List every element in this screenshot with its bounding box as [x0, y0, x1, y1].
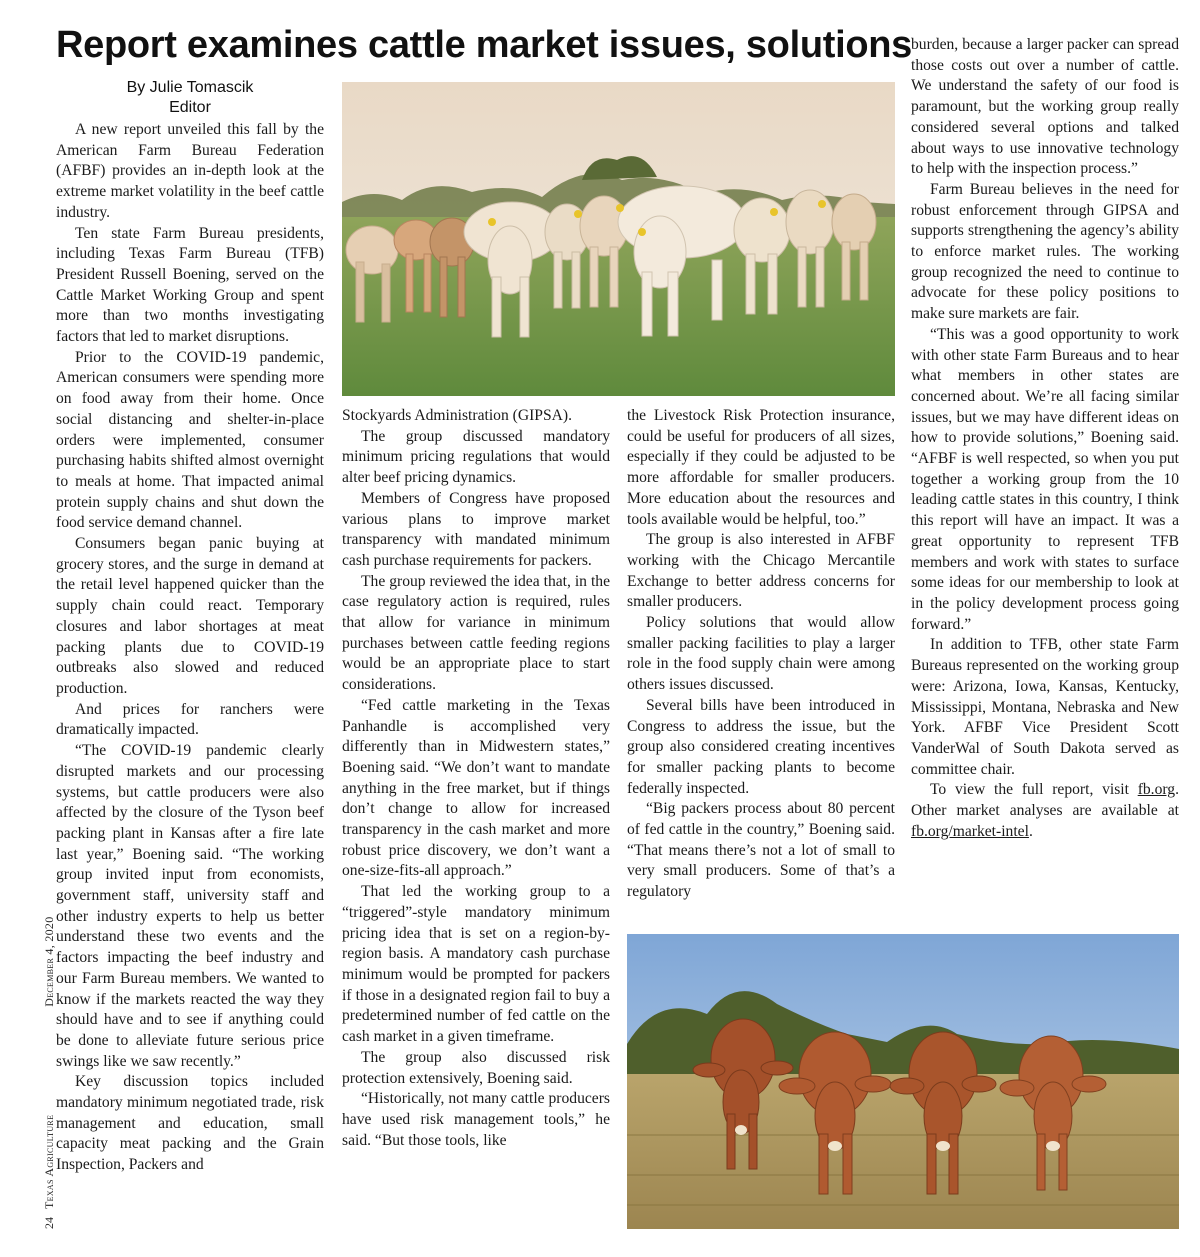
- publication-name: Texas Agriculture: [42, 1114, 56, 1209]
- paragraph: burden, because a larger packer can spread those costs out over a number of cattle. We understand the safety of our food is paramount, but the working group really considered several options and talked about ways to use innovative technology to help with the inspection process.”: [911, 36, 1179, 178]
- photo-brahman-cattle: [627, 934, 1179, 1229]
- paragraph: Consumers began panic buying at grocery stores, and the surge in demand at the retail level happened quicker than the supply chain could react. Temporary closures and labor shortages at meat packing plants due to COVID-19 outbreaks also slowed and reduced production.: [56, 535, 324, 697]
- headline: Report examines cattle market issues, solutions: [56, 24, 913, 66]
- paragraph: In addition to TFB, other state Farm Bureaus represented on the working group were: Arizona, Iowa, Kansas, Kentucky, Mississippi, Montana, Nebraska and New York. AFBF Vice President Scott VanderWal of South Dakota served as committee chair.: [911, 636, 1179, 778]
- paragraph: “Fed cattle marketing in the Texas Panhandle is accomplished very differently than in Midwestern states,” Boening said. “We don’t want to mandate anything in the free market, but if things don’t change to allow for increased transparency in the cash market and more robust price discovery, we don’t want a one-size-fits-all approach.”: [342, 696, 610, 880]
- article-column-4: [911, 35, 1179, 842]
- article-column-3: [627, 406, 895, 903]
- paragraph: “Historically, not many cattle producers have used risk management tools,” he said. “But those tools, like: [342, 1090, 610, 1149]
- paragraph: Stockyards Administration (GIPSA).: [342, 407, 572, 424]
- paragraph: That led the working group to a “triggered”-style mandatory minimum pricing idea that is set on a region-by-region basis. A mandatory cash purchase minimum would be prompted for packers if those in a designated region fail to buy a predetermined number of fed cattle on the cash market in a given timeframe.: [342, 883, 610, 1046]
- closing-text: To view the full report, visit: [930, 781, 1138, 799]
- paragraph: Farm Bureau believes in the need for robust enforcement through GIPSA and supports strengthening the agency’s ability to enforce market rules. The working group recognized the need to continue to advocate for these policy positions to make sure markets are fair.: [911, 180, 1179, 323]
- closing-paragraph: [911, 780, 1179, 842]
- author-title: Editor: [169, 99, 211, 116]
- market-intel-link[interactable]: fb.org/market-intel: [911, 822, 1029, 840]
- issue-date: December 4, 2020: [42, 916, 56, 1007]
- page-folio-text: [42, 916, 57, 1229]
- paragraph: The group also discussed risk protection extensively, Boening said.: [342, 1048, 610, 1087]
- byline: [56, 78, 324, 118]
- photo-brahman-cattle-image: [627, 934, 1179, 1229]
- paragraph: And prices for ranchers were dramatically impacted.: [56, 700, 324, 739]
- closing-text: .: [1028, 822, 1033, 840]
- paragraph: The group discussed mandatory minimum pricing regulations that would alter beef pricing dynamics.: [342, 427, 610, 487]
- paragraph: “This was a good opportunity to work with other state Farm Bureaus and to hear what members in other states are concerned about. We’re all facing similar issues, but we may have different ideas on how to provide solutions,” Boening said. “AFBF is well respected, so when you put together a working group from the 10 leading cattle states in this country, I think this report will have an impact. It was a great opportunity to represent TFB members and work with states to surface some ideas for our membership to look at in the policy development process going forward.”: [911, 325, 1179, 633]
- paragraph: The group is also interested in AFBF working with the Chicago Mercantile Exchange to better address concerns for smaller producers.: [627, 531, 895, 611]
- article-column-1: [56, 120, 324, 1176]
- closing-text: . Other market analyses are available at: [911, 781, 1179, 820]
- paragraph: Ten state Farm Bureau presidents, including Texas Farm Bureau (TFB) President Russell Boening, served on the Cattle Market Working Group and spent more than two months investigating factors that led to market disruptions.: [56, 224, 324, 346]
- author-name: By Julie Tomascik: [126, 79, 254, 96]
- paragraph: Several bills have been introduced in Congress to address the issue, but the group also considered creating incentives for smaller packing plants to become federally inspected.: [627, 696, 895, 797]
- paragraph: Members of Congress have proposed various plans to improve market transparency with mandated minimum cash purchase requirements for packers.: [342, 489, 610, 569]
- paragraph: Policy solutions that would allow smaller packing facilities to play a larger role in the food supply chain were among others issues discussed.: [627, 614, 895, 694]
- paragraph: “Big packers process about 80 percent of fed cattle in the country,” Boening said. “That means there’s not a lot of small to very small producers. Some of that’s a regulatory: [627, 800, 895, 901]
- report-link[interactable]: fb.org: [1137, 781, 1176, 799]
- paragraph: “The COVID-19 pandemic clearly disrupted markets and our processing systems, but cattle producers were also affected by the closure of the Tyson beef packing plant in Kansas after a fire late last year,” Boening said. “The working group invited input from economists, government staff, university staff and other industry experts to help us better understand these two events and the factors impacting the beef industry and our Farm Bureau members. We wanted to know if the markets reacted the way they should have and to see if anything could be done to alleviate future serious price swings like we saw recently.”: [56, 742, 324, 1070]
- page-number: 24: [42, 1217, 56, 1229]
- article-column-2: [342, 406, 610, 1151]
- paragraph: The group reviewed the idea that, in the case regulatory action is required, rules that allow for variance in minimum purchases between cattle feeding regions would be an appropriate place to start considerations.: [342, 572, 610, 694]
- photo-cattle-herd-image: [342, 82, 895, 396]
- photo-cattle-herd: [342, 82, 895, 396]
- paragraph: the Livestock Risk Protection insurance, could be useful for producers of all sizes, especially if they could be adjusted to be more affordable for smaller producers. More education about the resources and tools available would be helpful, too.”: [627, 407, 895, 528]
- paragraph: A new report unveiled this fall by the American Farm Bureau Federation (AFBF) provides an in-depth look at the extreme market volatility in the beef cattle industry.: [56, 121, 324, 221]
- paragraph: Key discussion topics included mandatory minimum negotiated trade, risk management and education, small capacity meat packing and the Grain Inspection, Packers and: [56, 1073, 324, 1174]
- paragraph: Prior to the COVID-19 pandemic, American consumers were spending more on food away from their home. Once social distancing and shelter-in-place orders were implemented, consumer purchasing habits shifted almost overnight to meals at home. That impacted animal protein supply chains and shut down the food service demand channel.: [56, 348, 324, 532]
